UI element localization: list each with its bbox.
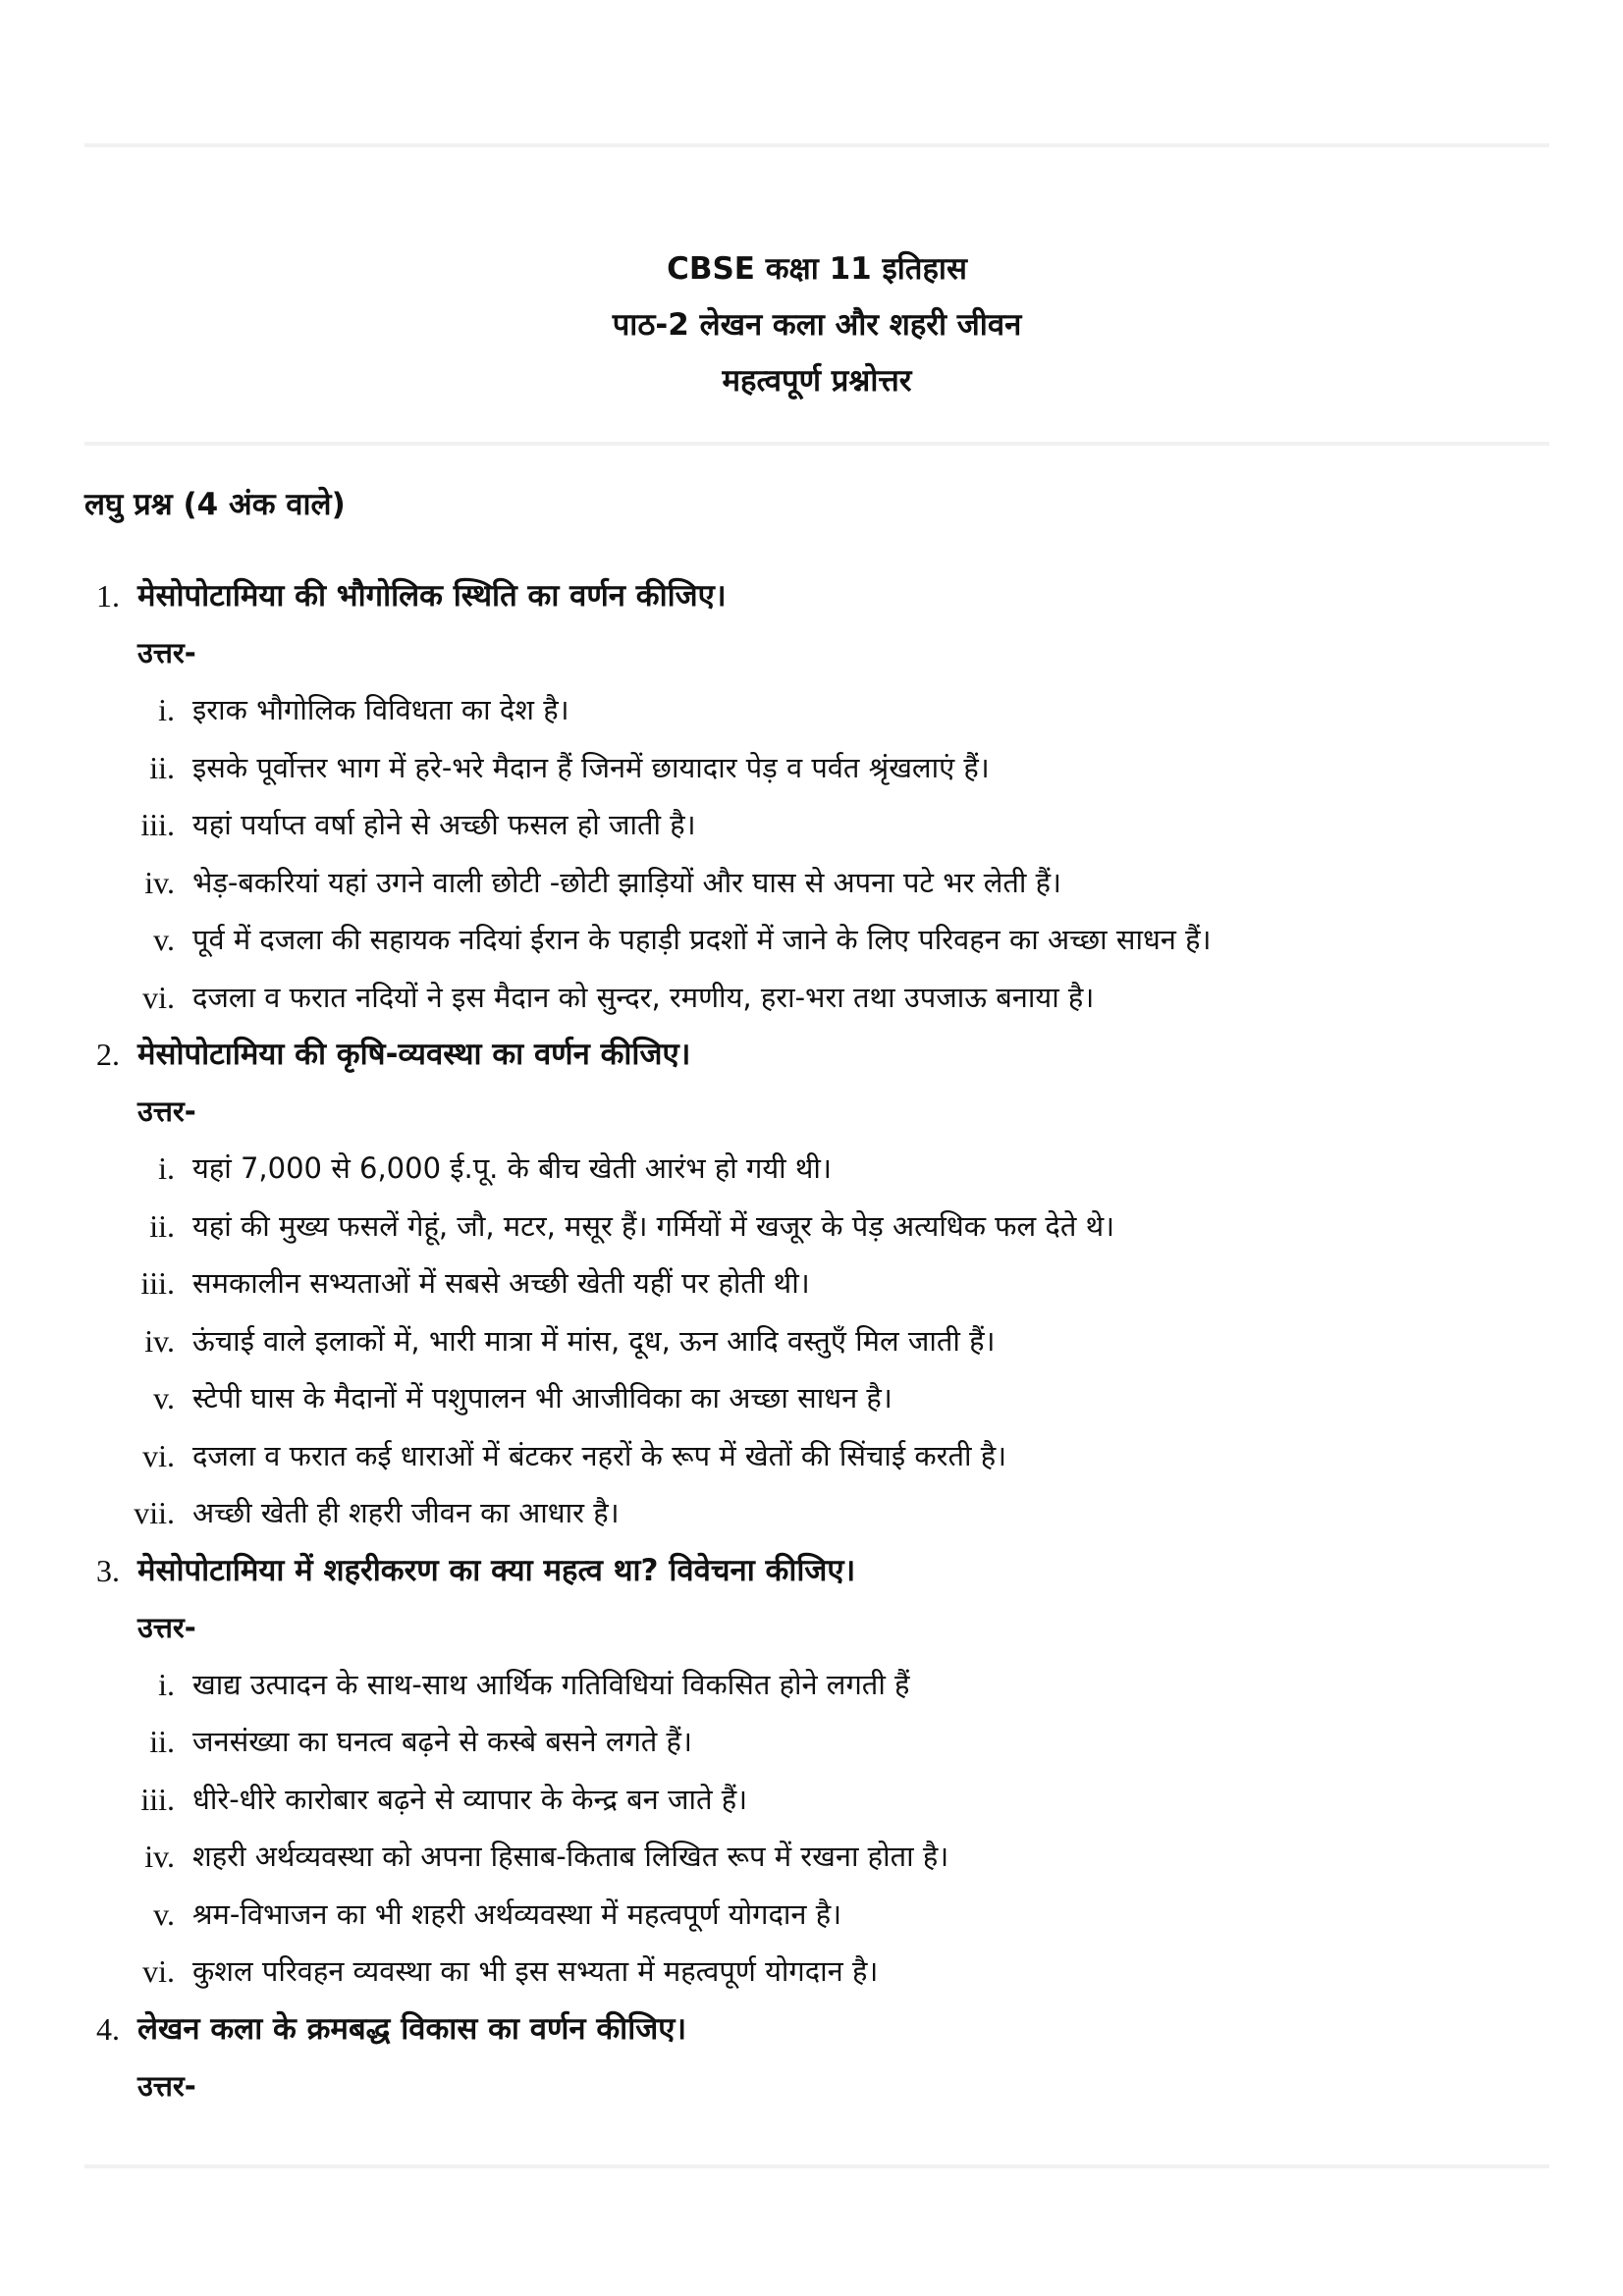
answer-item xyxy=(84,1771,1549,1829)
answer-item xyxy=(84,739,1549,797)
answer-label: उत्तर- xyxy=(137,2068,196,2103)
answer-item xyxy=(84,1369,1549,1427)
answer-text: दजला व फरात नदियों ने इस मैदान को सुन्दर, रमणीय, हरा-भरा तथा उपजाऊ बनाया है। xyxy=(192,980,1095,1014)
answer-text: श्रम-विभाजन का भी शहरी अर्थव्यवस्था में महत्वपूर्ण योगदान है। xyxy=(192,1896,842,1931)
answer-text: यहां की मुख्य फसलें गेहूं, जौ, मटर, मसूर हैं। गर्मियों में खजूर के पेड़ अत्यधिक फल देते थे। xyxy=(192,1208,1115,1243)
answer-numeral: v. xyxy=(153,922,175,957)
question-number: 3. xyxy=(96,1552,120,1588)
answer-numeral: ii. xyxy=(149,749,175,785)
header-type: महत्वपूर्ण प्रश्नोत्तर xyxy=(722,363,912,399)
answer-item xyxy=(84,1828,1549,1886)
answer-label: उत्तर- xyxy=(137,1610,196,1644)
answer-item xyxy=(84,1713,1549,1771)
header-divider xyxy=(84,442,1549,446)
answer-text: जनसंख्या का घनत्व बढ़ने से कस्बे बसने लगते हैं। xyxy=(192,1725,692,1758)
question-number: 2. xyxy=(96,1037,120,1072)
question-number: 4. xyxy=(96,2010,120,2047)
question-text: मेसोपोटामिया की भौगोलिक स्थिति का वर्णन कीजिए। xyxy=(137,578,727,614)
answer-numeral: i. xyxy=(158,1666,175,1702)
answer-text: अच्छी खेती ही शहरी जीवन का आधार है। xyxy=(192,1496,620,1529)
answer-item xyxy=(84,1656,1549,1714)
answer-numeral: ii. xyxy=(149,1724,175,1759)
question-text: मेसोपोटामिया की कृषि-व्यवस्था का वर्णन कीजिए। xyxy=(137,1037,691,1072)
header-chapter: पाठ-2 लेखन कला और शहरी जीवन xyxy=(612,307,1022,343)
answer-label: उत्तर- xyxy=(137,636,196,669)
answer-text: इराक भौगोलिक विविधता का देश है। xyxy=(192,693,569,726)
answer-text: स्टेपी घास के मैदानों में पशुपालन भी आजीविका का अच्छा साधन है। xyxy=(192,1381,893,1415)
question-text: मेसोपोटामिया में शहरीकरण का क्या महत्व था? विवेचना कीजिए। xyxy=(137,1552,856,1588)
answer-numeral: vi. xyxy=(142,1437,175,1473)
answer-text: धीरे-धीरे कारोबार बढ़ने से व्यापार के केन्द्र बन जाते हैं। xyxy=(192,1782,748,1816)
answer-item xyxy=(84,1886,1549,1944)
document-header xyxy=(84,241,1549,409)
question xyxy=(84,1026,1549,1083)
answer-item xyxy=(84,1140,1549,1198)
answer-item xyxy=(84,1943,1549,2001)
bottom-divider xyxy=(84,2164,1549,2168)
answer-item xyxy=(84,1427,1549,1485)
answer-numeral: vii. xyxy=(134,1495,175,1530)
question-answer-list xyxy=(84,567,1549,2114)
answer-text: यहां पर्याप्त वर्षा होने से अच्छी फसल हो जाती है। xyxy=(192,808,696,841)
answer-numeral: i. xyxy=(158,1150,175,1186)
answer-text: भेड़-बकरियां यहां उगने वाली छोटी -छोटी झाड़ियों और घास से अपना पटे भर लेती हैं। xyxy=(192,865,1062,899)
answer-item xyxy=(84,1312,1549,1370)
header-subject: CBSE कक्षा 11 इतिहास xyxy=(667,251,967,287)
answer-numeral: i. xyxy=(158,692,175,727)
answer-item xyxy=(84,796,1549,854)
answer-item xyxy=(84,854,1549,912)
answer-numeral: vi. xyxy=(142,1953,175,1989)
answer-numeral: ii. xyxy=(149,1207,175,1244)
answer-text: शहरी अर्थव्यवस्था को अपना हिसाब-किताब लिखित रूप में रखना होता है। xyxy=(192,1840,949,1873)
top-divider xyxy=(84,143,1549,147)
section-title: लघु प्रश्न (4 अंक वाले) xyxy=(84,487,346,522)
answer-numeral: iv. xyxy=(144,1322,175,1359)
answer-numeral: v. xyxy=(153,1896,175,1932)
answer-item xyxy=(84,1198,1549,1255)
answer-text: ऊंचाई वाले इलाकों में, भारी मात्रा में मांस, दूध, ऊन आदि वस्तुएँ मिल जाती हैं। xyxy=(192,1323,996,1358)
question xyxy=(84,567,1549,624)
answer-item xyxy=(84,1484,1549,1542)
answer-numeral: iii. xyxy=(140,1781,175,1817)
answer-text: दजला व फरात कई धाराओं में बंटकर नहरों के रूप में खेतों की सिंचाई करती है। xyxy=(192,1438,1007,1472)
answer-item xyxy=(84,681,1549,739)
answer-text: इसके पूर्वोत्तर भाग में हरे-भरे मैदान हैं जिनमें छायादार पेड़ व पर्वत श्रृंखलाएं हैं। xyxy=(192,750,990,784)
answer-numeral: iii. xyxy=(140,1265,175,1301)
answer-text: खाद्य उत्पादन के साथ-साथ आर्थिक गतिविधियां विकसित होने लगती हैं xyxy=(192,1667,910,1701)
answer-item xyxy=(84,911,1549,969)
answer-label: उत्तर- xyxy=(137,1095,196,1128)
answer-text: कुशल परिवहन व्यवस्था का भी इस सभ्यता में महत्वपूर्ण योगदान है। xyxy=(192,1954,879,1988)
answer-text: समकालीन सभ्यताओं में सबसे अच्छी खेती यहीं पर होती थी। xyxy=(192,1266,810,1300)
question xyxy=(84,1542,1549,1599)
answer-numeral: iv. xyxy=(144,864,175,900)
question xyxy=(84,2001,1549,2057)
question-number: 1. xyxy=(96,578,120,614)
answer-numeral: iii. xyxy=(140,807,175,842)
answer-numeral: iv. xyxy=(144,1839,175,1874)
answer-text: यहां 7,000 से 6,000 ई.पू. के बीच खेती आरंभ हो गयी थी। xyxy=(192,1151,832,1185)
answer-numeral: v. xyxy=(153,1380,175,1415)
answer-item xyxy=(84,969,1549,1027)
answer-item xyxy=(84,1255,1549,1312)
answer-numeral: vi. xyxy=(142,979,175,1015)
answer-text: पूर्व में दजला की सहायक नदियां ईरान के पहाड़ी प्रदशों में जाने के लिए परिवहन का अच्छा साधन हैं। xyxy=(192,923,1212,956)
question-text: लेखन कला के क्रमबद्ध विकास का वर्णन कीजिए। xyxy=(137,2010,687,2047)
